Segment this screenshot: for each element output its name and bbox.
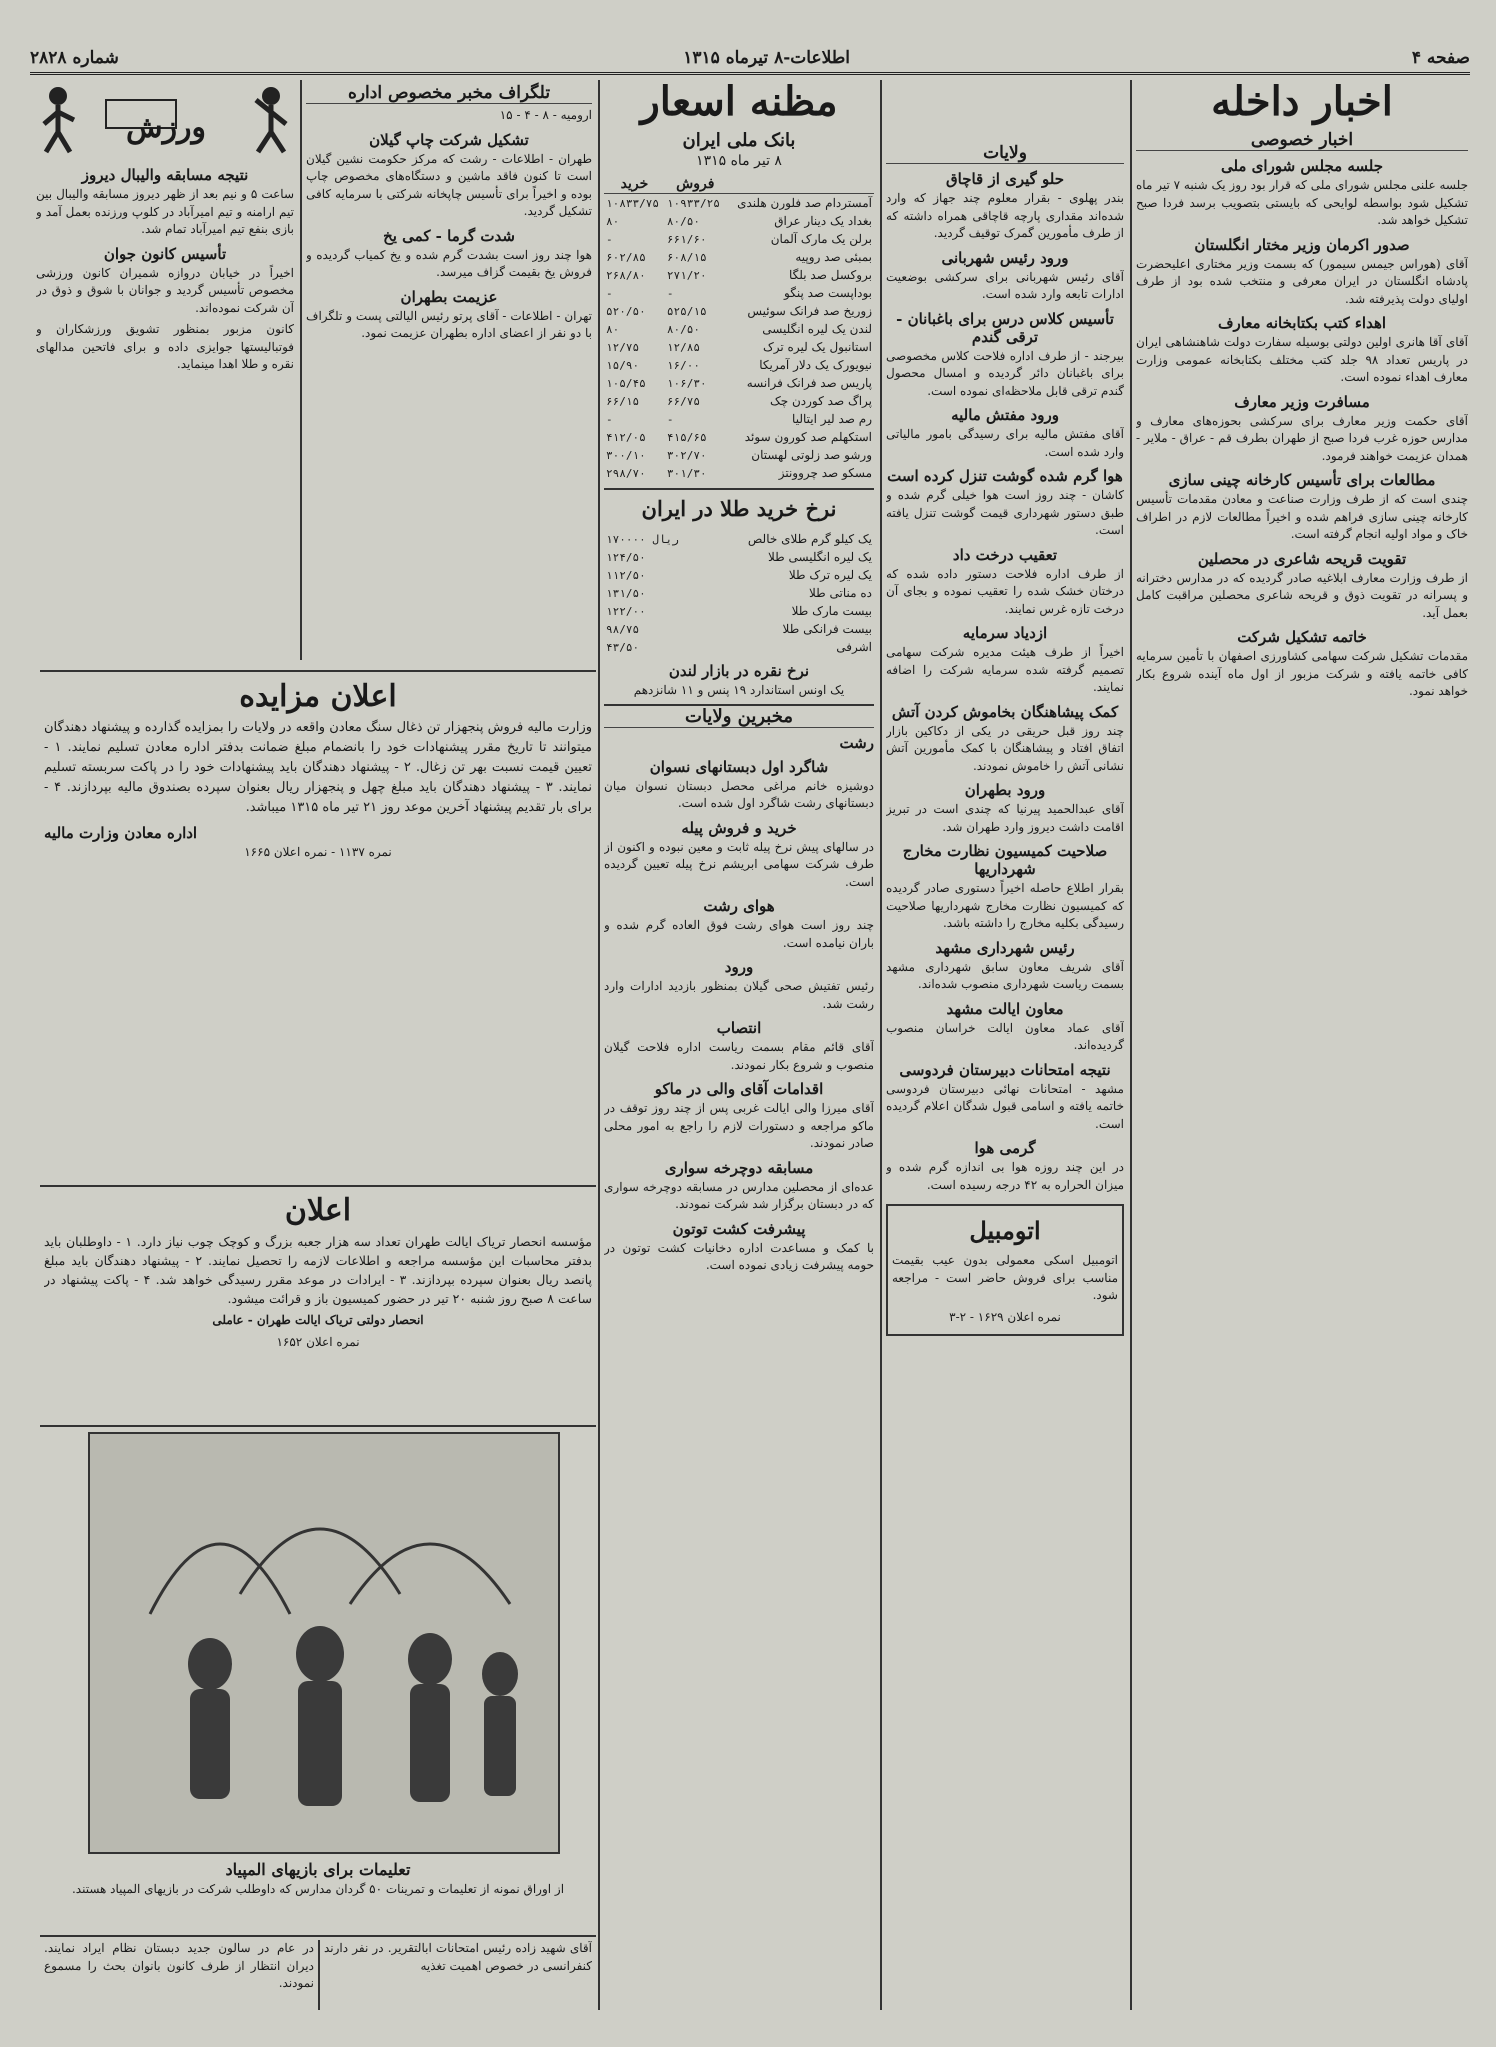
story-body: آقای عبدالحمید پیرنیا که چندی است در تبریز اقامت داشت دیروز وارد طهران شد. [886,802,1124,834]
story-title: ورود [724,958,754,976]
rate-name: پاریس صد فرانک فرانسه [746,376,872,390]
rate-buy: ۱۵/۹۰ [606,358,640,372]
rate-row [604,248,874,266]
story-title: رئیس شهرداری مشهد [935,938,1075,957]
bottom-text: در عام در سالون جدید دبستان نظام ایراد نمایند. دیران انتظار از طرف کانون بانوان بحث را مسموع نمودند. [44,1941,314,1990]
rate-row [604,464,874,482]
telegraph-date: ارومیه - ۸ - ۴ - ۱۵ [499,108,592,122]
story-title: گرمی هوا [974,1139,1036,1157]
rate-buy: - [606,286,613,300]
athletes-photo-icon [90,1434,558,1852]
story-body: بندر پهلوی - بقرار معلوم چند جهاز که وارد شده‌اند مقداری پارچه قاچاقی همراه داشته که از طرف مأمورین گمرک توقیف گردید. [886,191,1124,240]
story-body: آقای رئیس شهربانی برای سرکشی بوضعیت ادارات تابعه وارد شده است. [886,269,1124,301]
rates-table [604,175,874,482]
gold-value: ۱۷۰۰۰۰ ریال [606,532,679,546]
story-title: مطالعات برای تأسیس کارخانه چینی سازی [1168,471,1436,489]
bank-name: بانک ملی ایران [682,130,796,151]
story-body: دوشیزه خانم مراغی محصل دبستان نسوان میان دبستانهای رشت شاگرد اول شده است. [604,778,874,810]
gold-row [604,602,874,620]
rate-row [604,320,874,338]
story-body: هوا چند روز است بشدت گرم شده و یخ کمیاب گردیده و فروش یخ بقیمت گزاف میرسد. [306,247,592,279]
gold-name: یک کیلو گرم طلای خالص [747,532,872,546]
page-label: صفحه ۴ [1411,48,1470,68]
gold-row [604,548,874,566]
story-title: ورود مفتش مالیه [951,406,1059,424]
general-notice [44,1190,592,1422]
issue-number: شماره ۲۸۲۸ [30,48,119,68]
special-news-subhead: اخبار خصوصی [1136,130,1468,151]
rate-name: استانبول یک لیره ترک [763,340,872,354]
telegraph-title: تلگراف مخبر مخصوص اداره [306,83,592,104]
story-body: بیرجند - از طرف اداره فلاحت کلاس مخصوصی برای باغبانان دائر گردیده و امسال محصول گندم ترقی قابل ملاحظه‌ای نموده است. [886,348,1124,398]
story-body: آقای (هوراس جیمس سیمور) که بسمت وزیر مختاری اعلیحضرت پادشاه انگلستان در ایران معرفی و منتخب شده بود از طرف اولیای دولت پذیرفته شد. [1136,256,1468,306]
gold-value: ۱۲۴/۵۰ [606,550,646,564]
story-title: تأسیس کلاس درس برای باغبانان - ترقی گندم [896,309,1114,346]
rate-name: استکهلم صد کورون سوئد [744,430,872,444]
story-body: آقای آقا هانری اولین دولتی بوسیله سفارت دولت شاهنشاهی ایران در پاریس تعداد ۹۸ جلد کتب مختلف بکتابخانه عمومی وزارت معارف اهداء نموده است. [1136,335,1468,384]
gold-value: ۴۳/۵۰ [606,640,640,654]
gold-name: ده مناتی طلا [808,586,872,600]
rate-name: بمبئی صد روپیه [795,250,872,264]
bottom-left-a [44,1940,314,2010]
story-body: آقای میرزا والی ایالت غربی پس از چند روز توقف در ماکو مراجعه و دستورات لازم را راجع به امور محلی صادر نمودند. [604,1101,874,1150]
rate-name: بغداد یک دینار عراق [774,214,872,228]
story-title: ورود رئیس شهربانی [941,248,1069,267]
story-body: کاشان - چند روز است هوا خیلی گرم شده و طبق دستور شهرداری قیمت گوشت تنزل یافته است. [886,488,1124,537]
story-body: مقدمات تشکیل شرکت سهامی کشاورزی اصفهان با تأمین سرمایه کافی خاتمه یافته و شرکت مزبور از اول ماه آینده شروع بکار خواهد نمود. [1136,649,1468,698]
story-title: تقویت قریحه شاعری در محصلین [1197,549,1407,568]
silver-title: نرخ نقره در بازار لندن [668,662,810,680]
story-title: صدور اکرمان وزیر مختار انگلستان [1194,235,1410,254]
general-notice-title: اعلان [284,1193,352,1228]
rate-buy: ۵۲۰/۵۰ [606,304,646,318]
story-title: هوای رشت [703,897,775,915]
sports-banner [36,80,294,160]
rates-date: ۸ تیر ماه ۱۳۱۵ [696,153,782,169]
rate-row [604,374,874,392]
gold-value: ۱۳۱/۵۰ [606,586,646,600]
bottom-text: آقای شهید زاده رئیس امتحانات ابالتقریر. در نفر دارند کنفرانسی در خصوص اهمیت تغذیه [324,1941,592,1973]
rate-row [604,302,874,320]
story-title: پیشرفت کشت توتون [672,1219,806,1238]
domestic-news-column [1136,78,1468,2013]
rate-sell: ۶۰۸/۱۵ [666,250,707,264]
rate-sell: ۶۶/۷۵ [666,394,700,408]
story-body: رئیس تفتیش صحی گیلان بمنظور بازدید ادارات وارد رشت شد. [604,979,874,1011]
rate-row [604,194,874,213]
rate-buy: ۱۲/۷۵ [606,340,640,354]
car-ad-ref: نمره اعلان ۱۶۲۹ - ۲-۳ [949,1309,1061,1324]
sports-column [36,80,294,665]
gold-name: یک لیره ترک طلا [788,568,872,582]
rate-sell: ۴۱۵/۶۵ [666,430,707,444]
photo-caption-block [44,1854,592,1932]
issue-line: اطلاعات-۸ تیرماه ۱۳۱۵ [683,48,850,68]
general-notice-sign: انحصار دولتی تریاک ایالت طهران - عاملی [212,1313,424,1327]
car-ad-box [886,1204,1124,1336]
rate-buy: ۳۰۰/۱۰ [606,448,646,462]
column-rule [598,80,600,2010]
rate-row [604,428,874,446]
story-title: اهداء کتب بکتابخانه معارف [1217,314,1387,332]
story-body: مشهد - امتحانات نهائی دبیرستان فردوسی خاتمه یافته و اسامی قبول شدگان اعلام گردیده است. [886,1081,1124,1131]
rate-sell: ۳۰۱/۳۰ [666,466,707,480]
rate-name: آمستردام صد فلورن هلندی [737,196,872,210]
rate-sell: ۲۷۱/۲۰ [666,268,707,282]
rate-sell: ۳۰۲/۷۰ [666,448,707,462]
story-body: بقرار اطلاع حاصله اخیراً دستوری صادر گردیده که کمیسیون نظارت مخارج شهرداریها صلاحیت رسیدگی بکلیه مخارج را داشته باشد. [886,881,1124,930]
exchange-rates-column [604,78,874,2013]
telegraph-column [306,80,592,665]
correspondents-title: مخبرین ولایات [604,704,874,728]
gold-row [604,584,874,602]
gold-row [604,566,874,584]
rate-buy: ۸۰ [606,322,620,336]
car-ad-title: اتومبیل [969,1216,1041,1245]
general-notice-ref: نمره اعلان ۱۶۵۲ [276,1334,360,1349]
section-rule [40,1425,596,1427]
silver-rate: یک اونس استاندارد ۱۹ پنس و ۱۱ شانزدهم [633,683,845,697]
story-body: آقای عماد معاون ایالت خراسان منصوب گردیده‌اند. [886,1020,1124,1052]
section-rule [40,1185,596,1187]
rate-sell: ۱۲/۸۵ [666,340,700,354]
story-title: خاتمه تشکیل شرکت [1237,628,1367,646]
story-title: اقدامات آقای والی در ماکو [654,1080,824,1098]
story-title: ورود بطهران [964,781,1046,799]
story-title: کمک پیشاهنگان بخاموش کردن آتش [891,702,1119,721]
rate-sell: ۸۰/۵۰ [666,322,700,336]
rates-masthead: مظنه اسعار [640,78,838,125]
rate-row [604,410,874,428]
gold-value: ۱۱۲/۵۰ [606,568,646,582]
column-rule [1130,80,1132,2010]
rate-name: بروکسل صد بلگا [789,268,872,282]
rate-sell: ۵۲۵/۱۵ [666,304,707,318]
story-body: با کمک و مساعدت اداره دخانیات کشت توتون در حومه پیشرفت زیادی نموده است. [604,1240,874,1272]
rate-name: ورشو صد زلوتی لهستان [751,448,872,462]
story-body: آقای قائم مقام بسمت ریاست اداره فلاحت گیلان منصوب و شروع بکار نمودند. [604,1040,874,1072]
story-body: جلسه علنی مجلس شورای ملی که قرار بود روز یک شنبه ۷ تیر ماه تشکیل شود بواسطه لوایحی که بایستی بتصویب برسد فردا صبح تشکیل خواهد شد. [1136,178,1468,227]
story-body: چند روز قبل حریقی در یکی از دکاکین بازار اتفاق افتاد و پیشاهنگان با کمک مأمورین آتش نشانی آتش را خاموش نمودند. [886,723,1124,773]
rate-name: لندن یک لیره انگلیسی [762,322,872,336]
story-body: در سالهای پیش نرخ پیله ثابت و معین نبوده و اکنون از طرف شرکت سهامی ابریشم نرخ پیله تعیین گردیده است. [604,839,874,889]
rate-row [604,356,874,374]
rate-buy: ۴۱۲/۰۵ [606,430,646,444]
general-notice-body: مؤسسه انحصار تریاک ایالت طهران تعداد سه هزار جعبه بزرگ و کوچک چوب نیاز دارد. ۱ - داوطلبان باید بدفتر محاسبات این مؤسسه مراجعه و اطلاعات لازمه را تحصیل نمایند. ۲ - پیشنهاد دهندگان باید مبلغ پانصد ریال بعنوان سپرده بپردازند. ۳ - ایرادات در موعد مقرر رسیدگی خواهد شد. ۴ - پاکت پیشنهاد در ساعت ۸ صبح روز شنبه ۲۰ تیر در حضور کمیسیون باز و قرائت میشود. [44,1234,592,1306]
story-title: تشکیل شرکت چاپ گیلان [369,130,529,149]
gold-row [604,638,874,656]
story-title: شاگرد اول دبستانهای نسوان [649,757,829,776]
photo-caption: تعلیمات برای بازیهای المپیاد [225,1860,411,1879]
story-body: کانون مزبور بمنظور تشویق ورزشکاران و فوتبالیستها جوایزی داده و برای فاتحین مدالهای نقره و طلا اهدا مینماید. [36,322,294,371]
story-body: آقای حکمت وزیر معارف برای سرکشی بحوزه‌های معارف و مدارس حوزه غرب فردا صبح از طهران بطرف قم - عراق - ملایر - همدان عزیمت خواهند فرمود. [1136,413,1468,463]
story-title: نتیجه امتحانات دبیرستان فردوسی [899,1060,1111,1079]
column-rule [300,80,302,660]
auction-title: اعلان مزایده [239,679,397,714]
rate-row [604,230,874,248]
story-title: صلاحیت کمیسیون نظارت مخارج شهرداریها [902,842,1108,878]
column-rule [880,80,882,2010]
rate-sell: ۱۰۹۳۳/۲۵ [666,196,720,210]
rate-row [604,446,874,464]
rate-buy: ۱۰۵/۴۵ [606,376,646,390]
story-body: تهران - اطلاعات - آقای پرتو رئیس الیالتی پست و تلگراف با دو نفر از اعضای اداره بطهران عزیمت نمود. [306,308,592,340]
column-rule [318,1940,320,2010]
rate-row [604,266,874,284]
rate-sell: ۸۰/۵۰ [666,214,700,228]
rate-row [604,284,874,302]
gold-row [604,620,874,638]
story-title: ازدیاد سرمایه [962,624,1048,642]
story-title: جلسه مجلس شورای ملی [1220,157,1384,175]
rate-buy: ۲۹۸/۷۰ [606,466,646,480]
rate-row [604,392,874,410]
photo-subcaption: از اوراق نمونه از تعلیمات و تمرینات ۵۰ گردان مدارس که داوطلب شرکت در بازیهای المپیاد هستند. [71,1882,565,1896]
page-header [30,46,1470,75]
gold-table [604,530,874,656]
story-title: مسافرت وزیر معارف [1234,392,1370,411]
rate-buy: ۸۰ [606,214,620,228]
rate-name: رم صد لیر ایتالیا [792,412,872,426]
story-body: از طرف اداره فلاحت دستور داده شده که درختان خشک شده را تعقیب نموده و بجای آن درخت تازه غرس نمایند. [886,566,1124,616]
gold-name: اشرفی [836,640,872,654]
story-body: در این چند روزه هوا بی اندازه گرم شده و میزان الحراره به ۴۲ درجه رسیده است. [886,1160,1124,1192]
provinces-subhead: ولایات [886,143,1124,164]
rate-name: برلن یک مارک آلمان [770,232,872,246]
rates-header-buy: خرید [604,175,665,194]
rate-buy: - [606,412,613,426]
story-title: مسابقه دوچرخه سواری [664,1158,814,1177]
bottom-left-b [324,1940,592,2010]
story-body: اخیراً از طرف هیئت مدیره شرکت سهامی تصمیم گرفته شده سرمایه شرکت را اضافه نمایند. [886,645,1124,694]
story-title: تأسیس کانون جوان [103,244,227,263]
story-body: ساعت ۵ و نیم بعد از ظهر دیروز مسابقه والیبال بین تیم ارامنه و تیم امیرآباد در کلوپ ورزنده بعمل آمد و بازی بنفع تیم امیرآباد تمام شد. [36,187,294,236]
story-title: خرید و فروش پیله [681,818,797,837]
rate-row [604,212,874,230]
auction-ref: نمره ۱۱۳۷ - نمره اعلان ۱۶۶۵ [244,845,392,859]
story-body: چند روز است هوای رشت فوق العاده گرم شده و باران نیامده است. [604,918,874,950]
story-body: چندی است که از طرف وزارت صناعت و معادن مقدمات تأسیس کارخانه چینی سازی فراهم شده و اخیراً مطالعات لازم در اطراف خاک و مواد اولیه انجام گرفته است. [1136,492,1468,541]
story-title: هوا گرم شده گوشت تنزل کرده است [887,467,1123,485]
olympic-training-photo [88,1432,560,1854]
rate-buy: ۶۶/۱۵ [606,394,640,408]
rate-sell: ۱۰۶/۳۰ [666,376,707,390]
rate-name: زوریخ صد فرانک سوئیس [747,304,872,318]
rate-name: پراگ صد کوردن چک [770,394,872,408]
gold-name: یک لیره انگلیسی طلا [767,550,872,564]
correspondent-city: رشت [839,733,874,752]
story-title: انتصاب [716,1019,762,1037]
rate-buy: ۱۰۸۳۳/۷۵ [606,196,659,210]
section-rule [40,670,596,672]
rate-sell: - [666,286,674,300]
rate-buy: ۲۶۸/۸۰ [606,268,646,282]
rate-row [604,338,874,356]
auction-body: وزارت مالیه فروش پنجهزار تن ذغال سنگ معادن واقعه در ولایات را بمزایده گذارده و پیشنهاد دهندگان میتوانند تا تاریخ مقرر پیشنهادات خود را بانضمام مبلغ ضمانت بدفتر اداره معادن تسلیم نمایند. ۱ - تعیین قیمت نسبت بهر تن زغال. ۲ - پیشنهاد دهندگان باید پیشنهادات خود را در پاکت سربسته تسلیم نمایند. ۳ - پیشنهاد دهندگان باید مبلغ چهل و پنجهزار ریال بعنوان سپرده بصندوق مالیه بپردازند. ۴ - برای بار تقدیم پیشنهاد آخرین موعد روز ۲۱ تیر ماه ۱۳۱۵ میباشد. [44,720,592,815]
rate-name: بوداپست صد پنگو [784,286,872,300]
gold-row [604,530,874,548]
rate-buy: ۶۰۲/۸۵ [606,250,646,264]
story-title: عزیمت بطهران [400,287,498,306]
domestic-news-masthead: اخبار داخله [1211,78,1393,125]
rates-header-name [726,175,874,194]
gold-value: ۱۲۲/۰۰ [606,604,646,618]
story-body: طهران - اطلاعات - رشت که مرکز حکومت نشین گیلان است تا کنون فاقد ماشین و دستگاه‌های مخصوص چاپ بوده و اخیراً برای تأسیس چاپخانه شرکتی با سرمایه کافی تشکیل گردید. [306,151,592,218]
story-title: حلو گیری از قاچاق [946,170,1064,188]
rate-sell: ۱۶/۰۰ [666,358,700,372]
rate-name: نیویورک یک دلار آمریکا [759,358,872,372]
story-body: آقای مفتش مالیه برای رسیدگی بامور مالیاتی وارد شده است. [886,427,1124,459]
rates-header-sell: فروش [665,175,726,194]
story-body: آقای شریف معاون سابق شهرداری مشهد بسمت ریاست شهرداری منصوب شده‌اند. [886,959,1124,991]
story-title: تعقیب درخت داد [952,545,1058,564]
rate-buy: - [606,232,613,246]
gold-name: بیست فرانکی طلا [782,622,872,636]
sports-title: ورزش [125,110,207,145]
story-body: از طرف وزارت معارف ابلاغیه صادر گردیده که در مدارس دخترانه و پسرانه در تقویت ذوق و قریحه شاعری محصلین مراقبت کامل بعمل آید. [1136,570,1468,620]
rate-sell: - [666,412,674,426]
story-title: نتیجه مسابقه والیبال دیروز [81,166,249,184]
section-rule [40,1935,596,1937]
gold-title: نرخ خرید طلا در ایران [604,488,874,528]
story-title: شدت گرما - کمی یخ [383,226,515,245]
gold-name: بیست مارک طلا [791,604,872,618]
car-ad-body: اتومبیل اسکی معمولی بدون عیب بقیمت مناسب برای فروش حاضر است - مراجعه شود. [892,1253,1118,1302]
story-title: معاون ایالت مشهد [946,999,1064,1018]
story-body: اخیراً در خیابان دروازه شمیران کانون ورزشی مخصوص تأسیس گردید و جوانان با شوق و ذوق در آن شرکت نموده‌اند. [36,265,294,315]
auction-sign: اداره معادن وزارت مالیه [44,824,198,842]
auction-notice [44,676,592,1181]
gold-value: ۹۸/۷۵ [606,622,640,636]
rate-name: مسکو صد چروونتز [778,466,872,480]
provinces-column [886,140,1124,2010]
story-body: عده‌ای از محصلین مدارس در مسابقه دوچرخه سواری که در دبستان برگزار شد شرکت نمودند. [604,1179,874,1211]
rate-sell: ۶۶۱/۶۰ [666,232,707,246]
